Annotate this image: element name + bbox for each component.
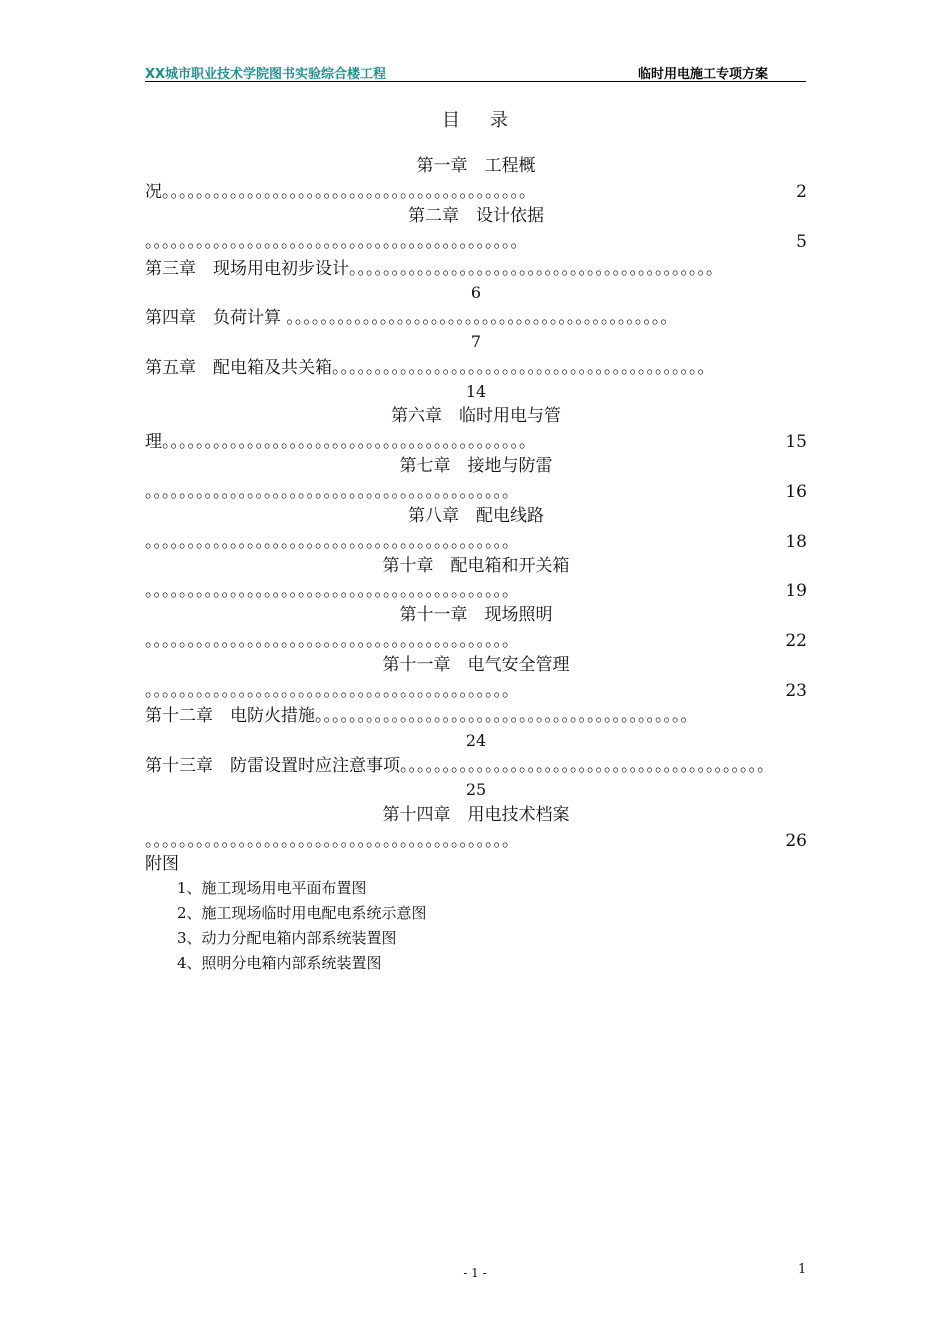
toc-page-number: 2 (796, 182, 807, 202)
toc-page-number: 25 (465, 780, 487, 799)
toc-entry-ch7-title[interactable]: 第七章 接地与防雷 (399, 456, 553, 476)
toc-page-number: 5 (796, 232, 807, 252)
footer-page-number: - 1 - (463, 1266, 487, 1280)
toc-page-number: 18 (785, 532, 807, 552)
toc-entry-ch3[interactable]: 第三章 现场用电初步设计。。。。。。。。。。。。。。。。。。。。。。。。。。。。。。。。。。。。。。。。。。。 (145, 259, 723, 279)
toc-entry-ch10-leader[interactable]: 。。。。。。。。。。。。。。。。。。。。。。。。。。。。。。。。。。。。。。。。。。。 19 (145, 581, 807, 601)
toc-entry-ch11a-leader[interactable]: 。。。。。。。。。。。。。。。。。。。。。。。。。。。。。。。。。。。。。。。。。。。 22 (145, 631, 807, 651)
toc-entry-ch12[interactable]: 第十二章 电防火措施。。。。。。。。。。。。。。。。。。。。。。。。。。。。。。。。。。。。。。。。。。。。 (145, 706, 698, 726)
appendix-item: 2、施工现场临时用电配电系统示意图 (177, 904, 427, 922)
toc-entry-ch2-leader[interactable]: 。。。。。。。。。。。。。。。。。。。。。。。。。。。。。。。。。。。。。。。。。。。。 5 (145, 232, 807, 252)
toc-entry-ch6-title[interactable]: 第六章 临时用电与管 (391, 406, 561, 426)
toc-entry-ch14-title[interactable]: 第十四章 用电技术档案 (382, 805, 570, 825)
page-header (145, 62, 806, 82)
toc-page-number: 7 (470, 332, 482, 351)
appendix-item: 3、动力分配电箱内部系统装置图 (177, 929, 397, 947)
toc-entry-ch13[interactable]: 第十三章 防雷设置时应注意事项。。。。。。。。。。。。。。。。。。。。。。。。。。。。。。。。。。。。。。。。。。。 (145, 756, 774, 776)
toc-entry-ch6-leader[interactable]: 理。。。。。。。。。。。。。。。。。。。。。。。。。。。。。。。。。。。。。。。。。。。 15 (145, 432, 807, 452)
toc-entry-ch11b-title[interactable]: 第十一章 电气安全管理 (382, 655, 570, 675)
toc-entry-ch8-leader[interactable]: 。。。。。。。。。。。。。。。。。。。。。。。。。。。。。。。。。。。。。。。。。。。 18 (145, 532, 807, 552)
appendix-heading: 附图 (145, 854, 179, 874)
toc-entry-ch11b-leader[interactable]: 。。。。。。。。。。。。。。。。。。。。。。。。。。。。。。。。。。。。。。。。。。。 23 (145, 681, 807, 701)
toc-page-number: 26 (785, 831, 807, 851)
toc-entry-ch7-leader[interactable]: 。。。。。。。。。。。。。。。。。。。。。。。。。。。。。。。。。。。。。。。。。。。 16 (145, 482, 807, 502)
toc-entry-ch2-title[interactable]: 第二章 设计依据 (408, 206, 544, 226)
toc-entry-ch5[interactable]: 第五章 配电箱及共关箱。。。。。。。。。。。。。。。。。。。。。。。。。。。。。。。。。。。。。。。。。。。。 (145, 358, 715, 378)
toc-heading: 目 录 (442, 110, 508, 131)
toc-entry-ch8-title[interactable]: 第八章 配电线路 (408, 506, 544, 526)
document-title: 临时用电施工专项方案 (638, 67, 769, 82)
toc-entry-ch1-title[interactable]: 第一章 工程概 (416, 156, 536, 176)
project-name: XX城市职业技术学院图书实验综合楼工程 (145, 67, 387, 82)
toc-entry-ch4[interactable]: 第四章 负荷计算 。。。。。。。。。。。。。。。。。。。。。。。。。。。。。。。。。。。。。。。。。。。。。 (145, 308, 678, 328)
toc-page-number: 23 (785, 681, 807, 701)
appendix-item: 4、照明分电箱内部系统装置图 (177, 954, 382, 972)
toc-entry-ch10-title[interactable]: 第十章 配电箱和开关箱 (382, 556, 570, 576)
toc-entry-ch1-leader[interactable]: 况。。。。。。。。。。。。。。。。。。。。。。。。。。。。。。。。。。。。。。。。。。。 2 (145, 182, 807, 202)
toc-page-number: 6 (470, 283, 482, 302)
toc-entry-ch14-leader[interactable]: 。。。。。。。。。。。。。。。。。。。。。。。。。。。。。。。。。。。。。。。。。。。 26 (145, 831, 807, 851)
appendix-item: 1、施工现场用电平面布置图 (177, 879, 367, 897)
toc-entry-ch11a-title[interactable]: 第十一章 现场照明 (399, 605, 553, 625)
corner-page-number: 1 (798, 1262, 807, 1277)
toc-page-number: 19 (785, 581, 807, 601)
toc-page-number: 15 (785, 432, 807, 452)
toc-page-number: 22 (785, 631, 807, 651)
toc-page-number: 24 (465, 731, 487, 750)
toc-page-number: 16 (785, 482, 807, 502)
toc-page-number: 14 (465, 382, 487, 401)
